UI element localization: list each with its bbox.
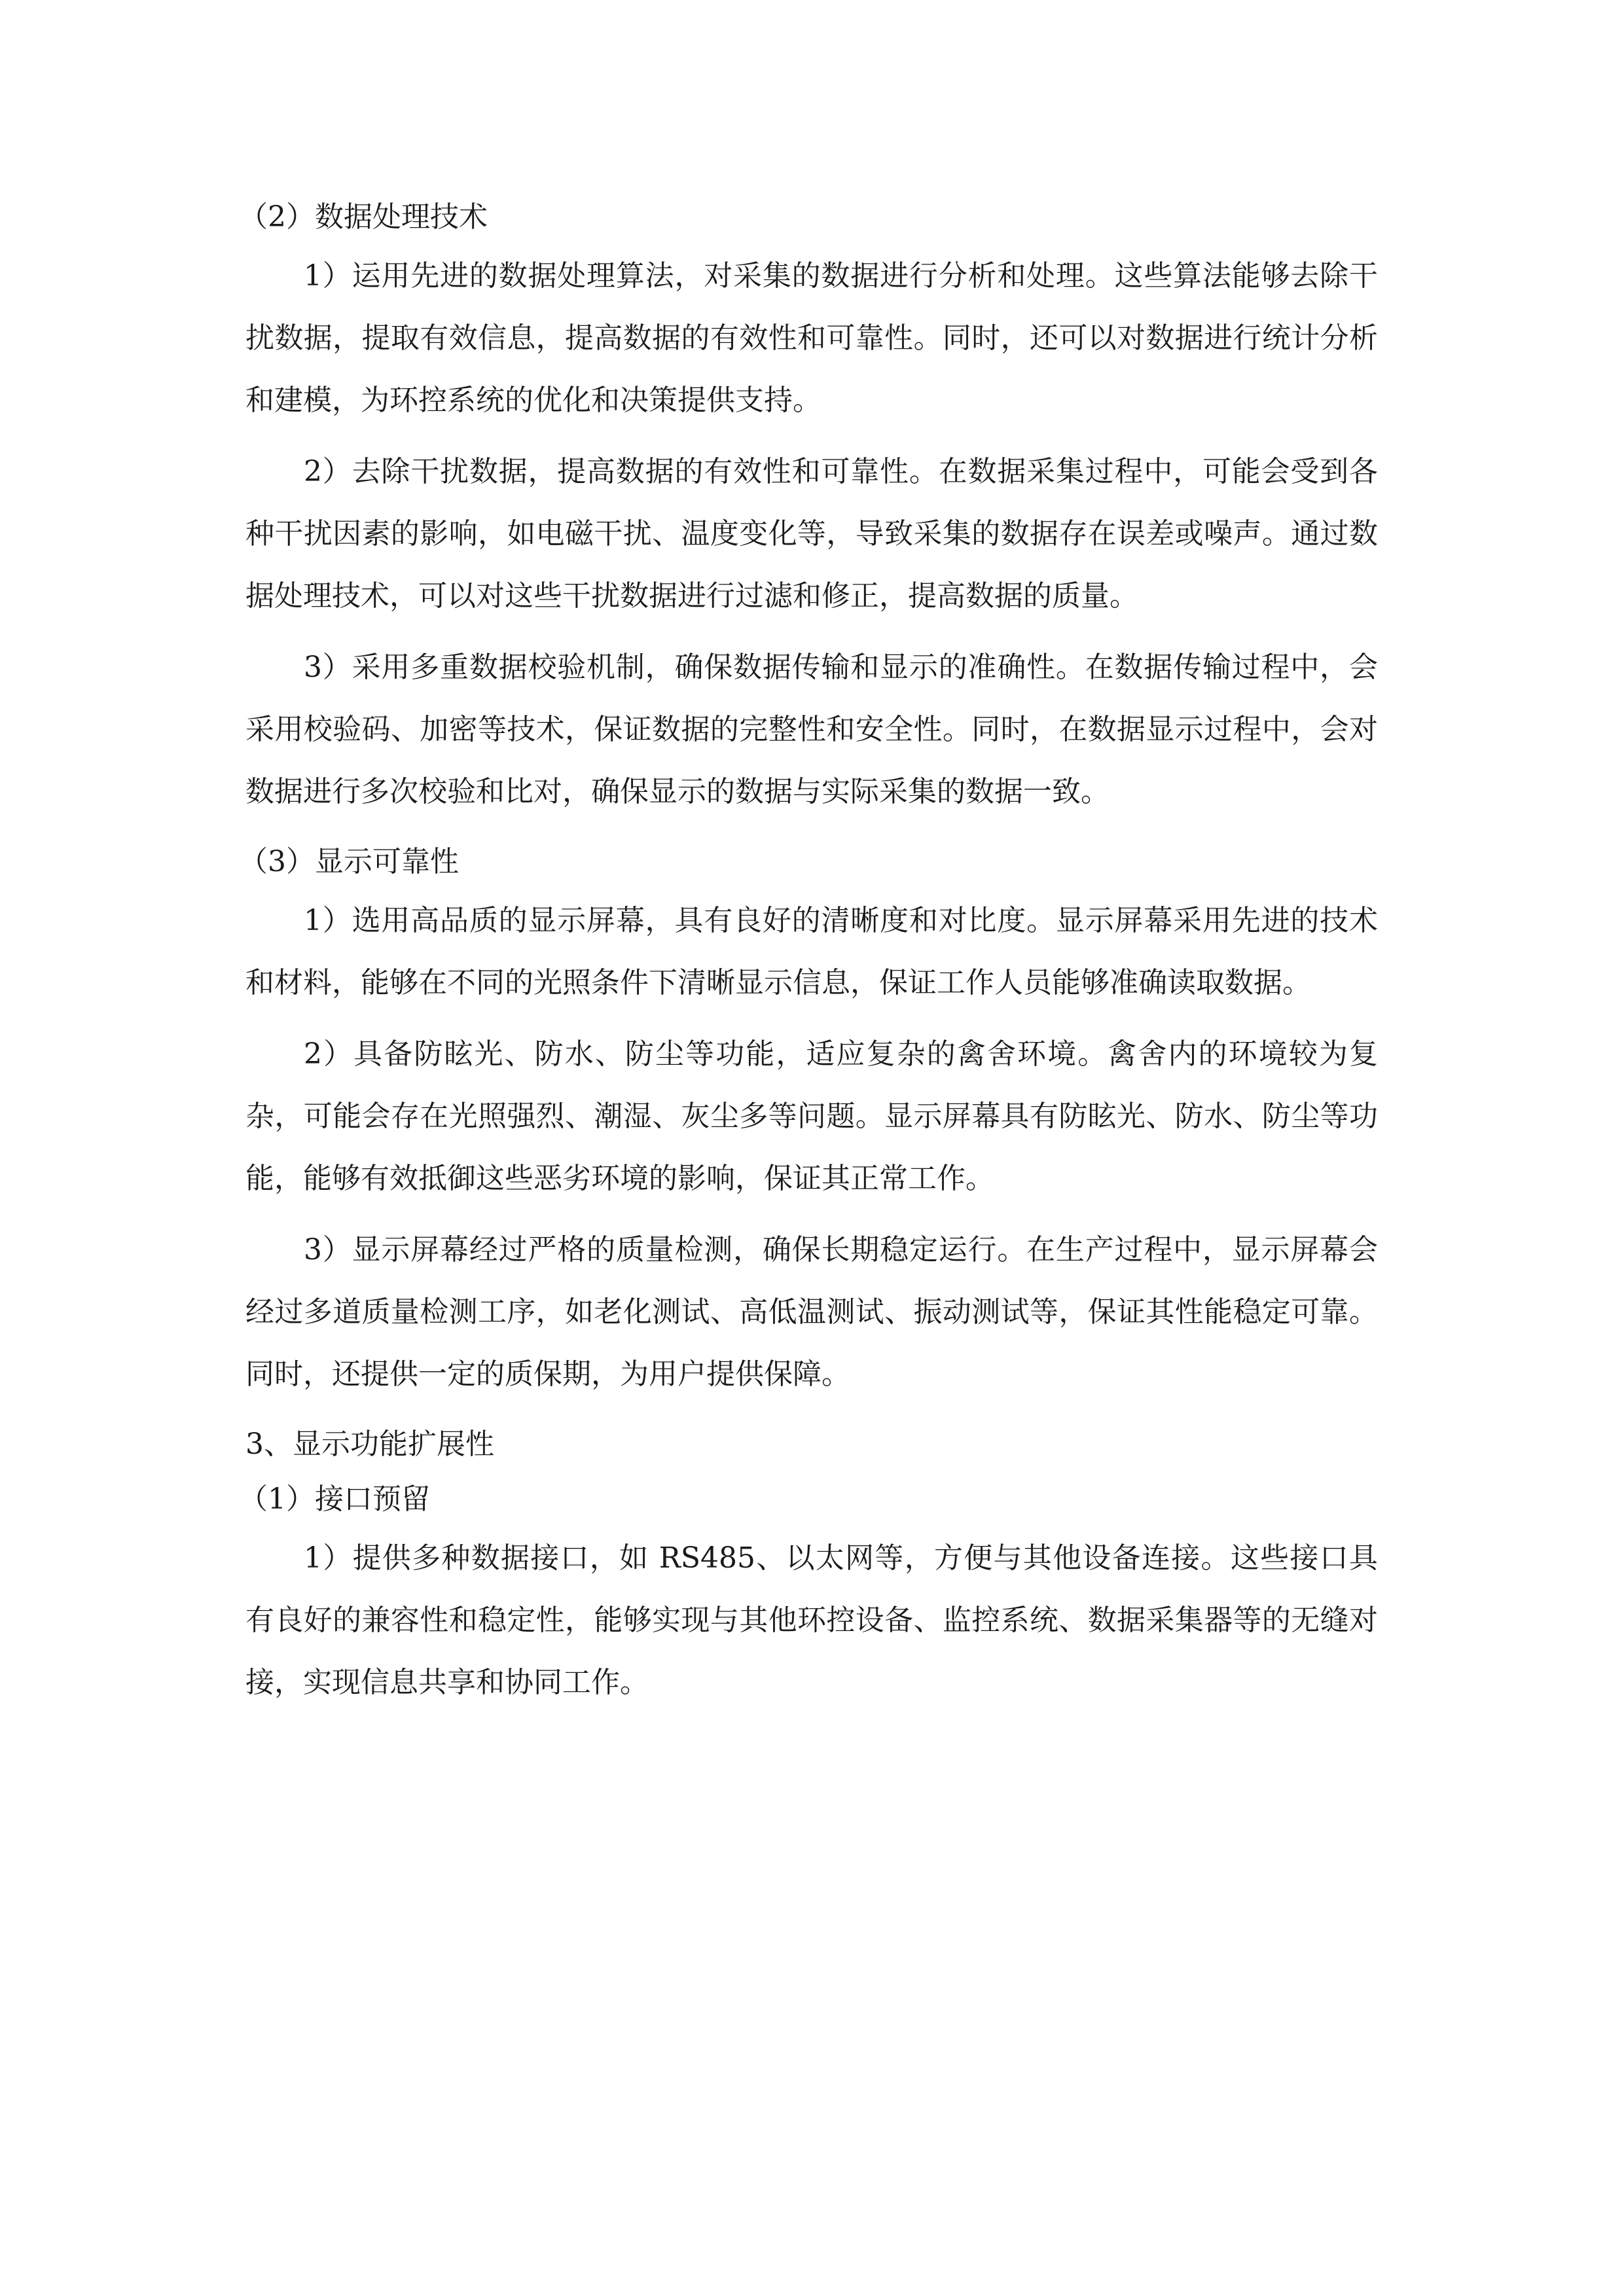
paragraph: 2）去除干扰数据，提高数据的有效性和可靠性。在数据采集过程中，可能会受到各种干扰因素的影响，如电磁干扰、温度变化等，导致采集的数据存在误差或噪声。通过数据处理技术，可以对这些干扰数据进行过滤和修正，提高数据的质量。 — [245, 455, 1378, 613]
paragraph: 2）具备防眩光、防水、防尘等功能，适应复杂的禽舍环境。禽舍内的环境较为复杂，可能会存在光照强烈、潮湿、灰尘多等问题。显示屏幕具有防眩光、防水、防尘等功能，能够有效抵御这些恶劣环境的影响，保证其正常工作。 — [245, 1037, 1378, 1195]
document-body — [239, 190, 1378, 1723]
section-heading-display-reliability: （3）显示可靠性 — [239, 845, 459, 878]
paragraph: 1）提供多种数据接口，如 RS485、以太网等，方便与其他设备连接。这些接口具有良好的兼容性和稳定性，能够实现与其他环控设备、监控系统、数据采集器等的无缝对接，实现信息共享和协同工作。 — [245, 1541, 1378, 1699]
paragraph: 3）显示屏幕经过严格的质量检测，确保长期稳定运行。在生产过程中，显示屏幕会经过多道质量检测工序，如老化测试、高低温测试、振动测试等，保证其性能稳定可靠。同时，还提供一定的质保期，为用户提供保障。 — [245, 1233, 1378, 1391]
paragraph: 1）选用高品质的显示屏幕，具有良好的清晰度和对比度。显示屏幕采用先进的技术和材料，能够在不同的光照条件下清晰显示信息，保证工作人员能够准确读取数据。 — [245, 904, 1378, 999]
paragraph: 3）采用多重数据校验机制，确保数据传输和显示的准确性。在数据传输过程中，会采用校验码、加密等技术，保证数据的完整性和安全性。同时，在数据显示过程中，会对数据进行多次校验和比对，确保显示的数据与实际采集的数据一致。 — [245, 651, 1378, 808]
subsection-heading-interface-reservation: （1）接口预留 — [239, 1482, 430, 1516]
section-heading-data-processing: （2）数据处理技术 — [239, 200, 488, 234]
section-heading-display-extensibility: 3、显示功能扩展性 — [245, 1427, 494, 1461]
paragraph: 1）运用先进的数据处理算法，对采集的数据进行分析和处理。这些算法能够去除干扰数据，提取有效信息，提高数据的有效性和可靠性。同时，还可以对数据进行统计分析和建模，为环控系统的优化和决策提供支持。 — [245, 259, 1378, 417]
